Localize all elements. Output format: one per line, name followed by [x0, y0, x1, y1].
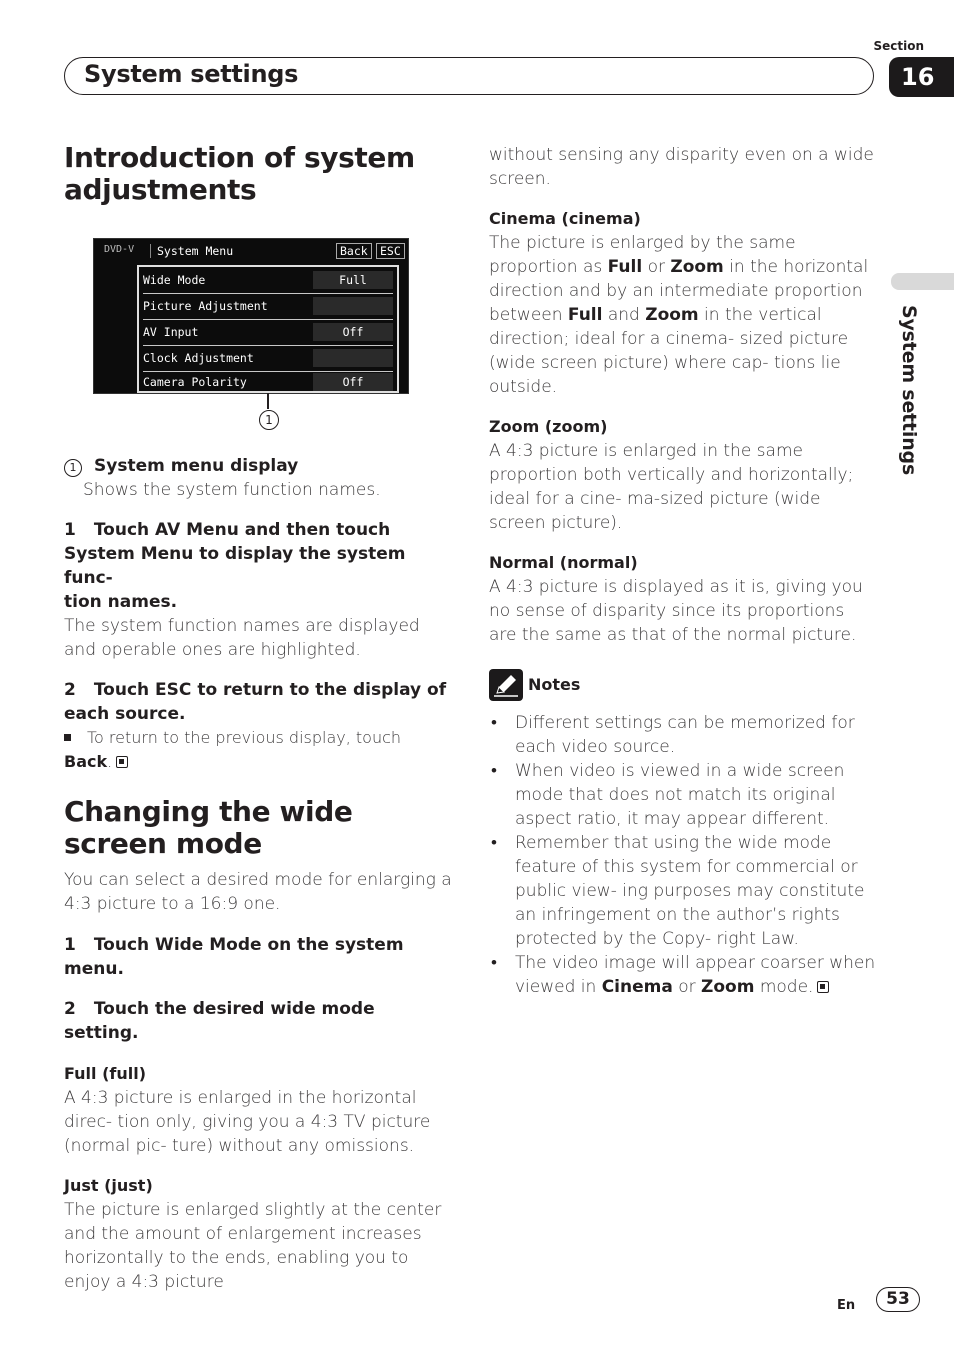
step-2-note: To return to the previous display, touch Back.	[64, 728, 402, 771]
full-desc: A 4:3 picture is enlarged in the horizontal direc- tion only, giving you a 4:3 TV picture (normal pic- ture) without any omissions.	[64, 1088, 431, 1156]
language-label: En	[837, 1298, 856, 1313]
notes-list	[489, 711, 877, 999]
callout-item-desc: Shows the system function names.	[83, 480, 381, 500]
callout-item: 1 System menu display	[64, 454, 454, 478]
just-title: Just (just)	[64, 1176, 153, 1195]
page-title: System settings	[84, 60, 299, 88]
notes-pencil-icon	[489, 669, 523, 701]
just-desc-continued: without sensing any disparity even on a wide screen.	[489, 145, 874, 189]
section-label: Section	[873, 39, 924, 53]
screen-row-av-input: AV Input Off	[143, 319, 393, 346]
screen-menu-panel	[137, 265, 399, 393]
zoom-title: Zoom (zoom)	[489, 417, 608, 436]
right-column-text	[489, 143, 877, 999]
side-tab-marker	[891, 273, 954, 290]
wide-heading: Changing the wide screen mode	[64, 795, 353, 860]
full-title: Full (full)	[64, 1064, 147, 1083]
screen-header	[100, 241, 408, 261]
screen-esc-button: ESC	[376, 243, 405, 259]
section-number-badge: 16	[889, 57, 954, 97]
left-column-text	[64, 454, 454, 774]
screen-source-label: DVD-V	[104, 244, 135, 255]
cinema-desc: The picture is enlarged by the same proportion as Full or Zoom in the horizontal direction and by an intermediate proportion between Full and Zoom in the vertical direction; ideal for a cinema- sized picture (wide screen picture) where cap- tions lie outside.	[489, 233, 869, 397]
notes-header: Notes	[489, 669, 877, 701]
note-item: • When video is viewed in a wide screen mode that does not match its original aspect ratio, it may appear different.	[489, 759, 877, 831]
note-square-icon	[64, 734, 71, 741]
normal-title: Normal (normal)	[489, 553, 638, 572]
note-item: • The video image will appear coarser when viewed in Cinema or Zoom mode.	[489, 951, 877, 999]
note-item: • Remember that using the wide mode feature of this system for commercial or public view- ing purposes may constitute an infringement on the author’s rights protected by the Copy- right Law.	[489, 831, 877, 951]
wide-step-2: 2 Touch the desired wide mode setting.	[64, 999, 375, 1043]
step-2: 2 Touch ESC to return to the display of each source.	[64, 680, 447, 724]
end-mark-icon	[116, 756, 128, 768]
callout-item-number: 1	[64, 459, 82, 477]
wide-desc: You can select a desired mode for enlarging a 4:3 picture to a 16:9 one.	[64, 870, 452, 914]
screen-title: System Menu	[150, 244, 233, 258]
just-desc: The picture is enlarged slightly at the center and the amount of enlargement increases horizontally to the ends, enabling you to enjoy a 4:3 picture	[64, 1200, 442, 1292]
side-tab-label: System settings	[898, 305, 920, 476]
page-number: 53	[876, 1287, 920, 1312]
screen-row-clock-adjustment: Clock Adjustment	[143, 345, 393, 372]
wide-section-text	[64, 868, 454, 1294]
end-mark-icon	[817, 981, 829, 993]
screen-row-picture-adjustment: Picture Adjustment	[143, 293, 393, 320]
screen-row-wide-mode: Wide Mode Full	[143, 267, 393, 294]
intro-heading: Introduction of system adjustments	[64, 141, 415, 206]
wide-step-1: 1 Touch Wide Mode on the system menu.	[64, 935, 404, 979]
cinema-title: Cinema (cinema)	[489, 209, 641, 228]
callout-number-circle: 1	[259, 410, 279, 430]
zoom-desc: A 4:3 picture is enlarged in the same proportion both vertically and horizontally; ideal for a cine- ma-sized picture (wide screen picture).	[489, 441, 854, 533]
step-1: 1 Touch AV Menu and then touch System Menu to display the system func- tion names.	[64, 520, 406, 612]
step-1-desc: The system function names are displayed and operable ones are highlighted.	[64, 616, 420, 660]
callout-leader-line	[267, 393, 269, 409]
normal-desc: A 4:3 picture is displayed as it is, giving you no sense of disparity since its proportions are the same as that of the normal picture.	[489, 577, 863, 645]
note-item: • Different settings can be memorized for each video source.	[489, 711, 877, 759]
screen-back-button: Back	[336, 243, 372, 259]
system-menu-screenshot	[93, 238, 409, 394]
screen-row-camera-polarity: Camera Polarity Off	[143, 369, 393, 395]
